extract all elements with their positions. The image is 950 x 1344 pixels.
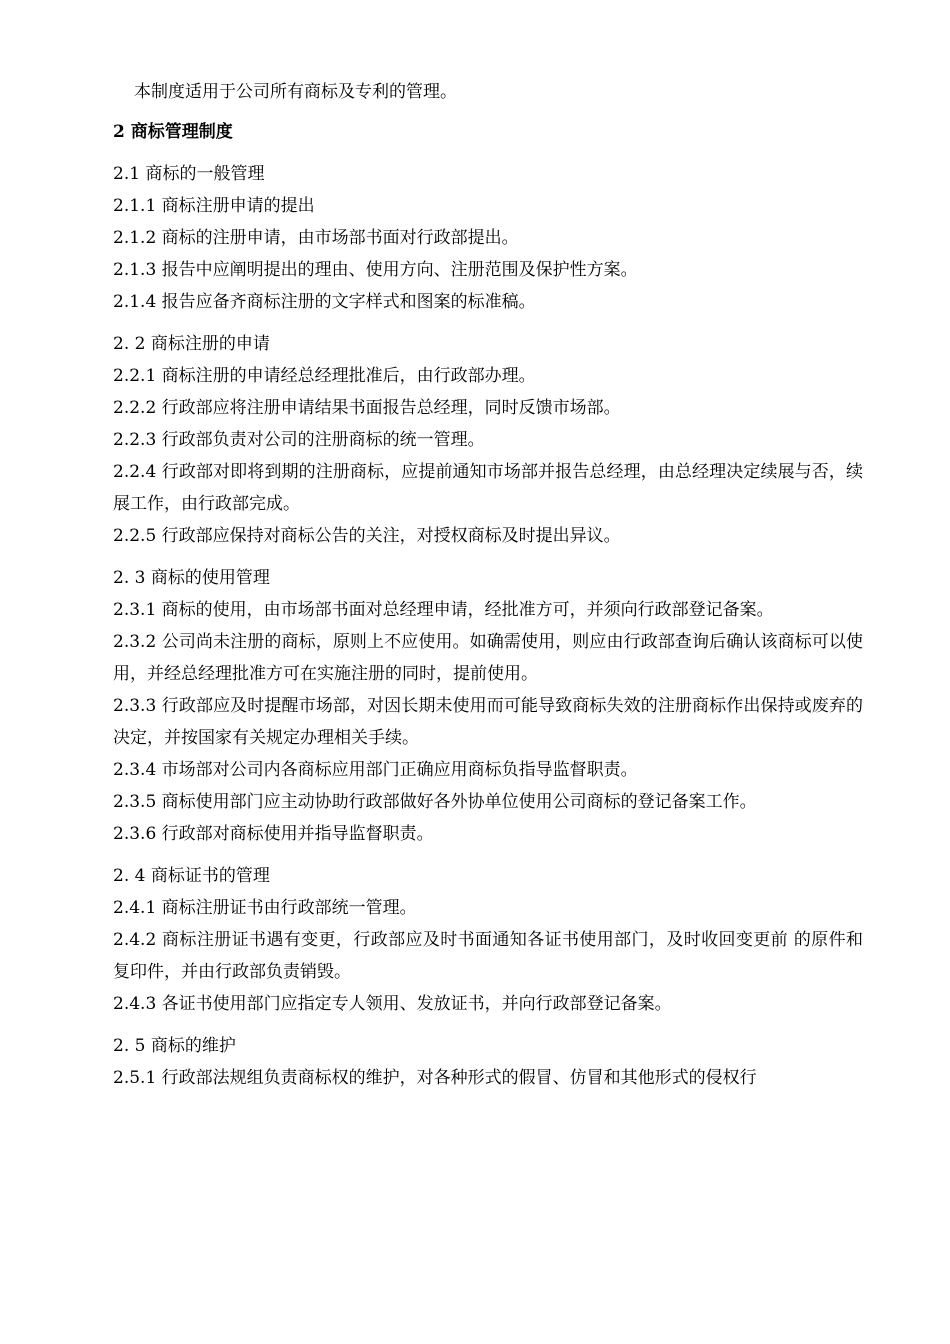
subsection-heading-2-3: 2. 3 商标的使用管理	[113, 568, 270, 588]
clause-2-1-4: 2.1.4 报告应备齐商标注册的文字样式和图案的标准稿。	[113, 292, 536, 312]
intro-paragraph: 本制度适用于公司所有商标及专利的管理。	[134, 82, 457, 102]
subsection-heading-2-2: 2. 2 商标注册的申请	[113, 334, 270, 354]
clause-2-3-2: 2.3.2 公司尚未注册的商标，原则上不应使用。如确需使用，则应由行政部查询后确认该商标可以使用，并经总经理批准方可在实施注册的同时，提前使用。	[113, 632, 863, 684]
clause-2-3-3: 2.3.3 行政部应及时提醒市场部，对因长期未使用而可能导致商标失效的注册商标作出保持或废弃的决定，并按国家有关规定办理相关手续。	[113, 696, 863, 748]
clause-2-3-4: 2.3.4 市场部对公司内各商标应用部门正确应用商标负指导监督职责。	[113, 760, 638, 780]
clause-2-4-1: 2.4.1 商标注册证书由行政部统一管理。	[113, 898, 417, 918]
subsection-heading-2-5: 2. 5 商标的维护	[113, 1036, 236, 1056]
clause-2-1-2: 2.1.2 商标的注册申请，由市场部书面对行政部提出。	[113, 228, 519, 248]
clause-2-1-1: 2.1.1 商标注册申请的提出	[113, 196, 315, 216]
section-heading-2: 2 商标管理制度	[113, 122, 233, 142]
clause-2-3-1: 2.3.1 商标的使用，由市场部书面对总经理申请，经批准方可，并须向行政部登记备案。	[113, 600, 774, 620]
clause-2-3-6: 2.3.6 行政部对商标使用并指导监督职责。	[113, 824, 434, 844]
subsection-heading-2-1: 2.1 商标的一般管理	[113, 164, 265, 184]
document-page	[113, 76, 863, 1094]
clause-2-4-2: 2.4.2 商标注册证书遇有变更，行政部应及时书面通知各证书使用部门，及时收回变更前 的原件和复印件，并由行政部负责销毁。	[113, 930, 863, 982]
clause-2-4-3: 2.4.3 各证书使用部门应指定专人领用、发放证书，并向行政部登记备案。	[113, 994, 672, 1014]
clause-2-2-4: 2.2.4 行政部对即将到期的注册商标，应提前通知市场部并报告总经理，由总经理决定续展与否，续展工作，由行政部完成。	[113, 462, 863, 514]
clause-2-3-5: 2.3.5 商标使用部门应主动协助行政部做好各外协单位使用公司商标的登记备案工作。	[113, 792, 757, 812]
clause-2-2-5: 2.2.5 行政部应保持对商标公告的关注，对授权商标及时提出异议。	[113, 526, 621, 546]
clause-2-5-1: 2.5.1 行政部法规组负责商标权的维护，对各种形式的假冒、仿冒和其他形式的侵权行	[113, 1068, 757, 1088]
clause-2-2-1: 2.2.1 商标注册的申请经总经理批准后，由行政部办理。	[113, 366, 536, 386]
clause-2-2-3: 2.2.3 行政部负责对公司的注册商标的统一管理。	[113, 430, 485, 450]
subsection-heading-2-4: 2. 4 商标证书的管理	[113, 866, 270, 886]
clause-2-1-3: 2.1.3 报告中应阐明提出的理由、使用方向、注册范围及保护性方案。	[113, 260, 638, 280]
clause-2-2-2: 2.2.2 行政部应将注册申请结果书面报告总经理，同时反馈市场部。	[113, 398, 621, 418]
